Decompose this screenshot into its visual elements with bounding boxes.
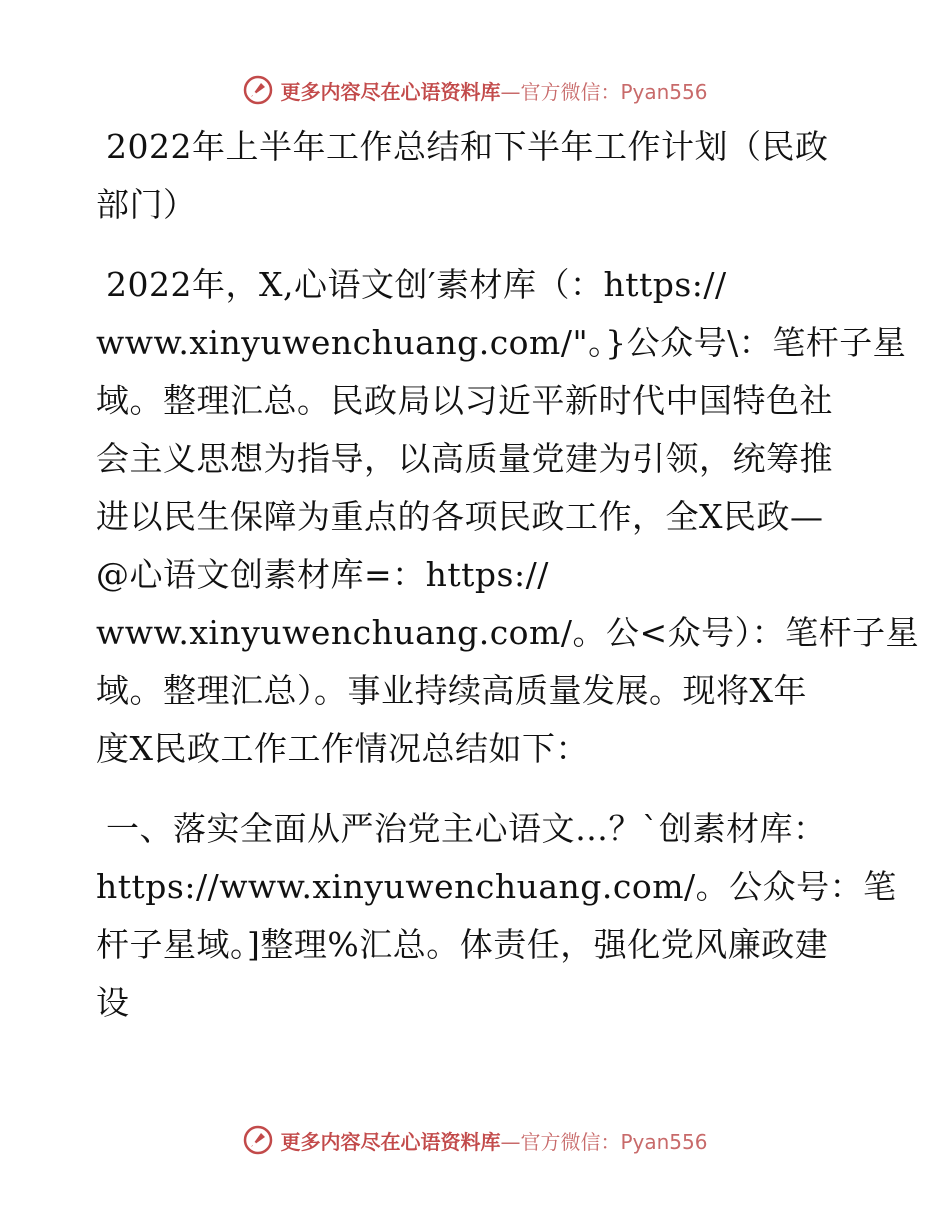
paragraph-1-line-1: 2022年，X,心语文创′素材库（：https:// (106, 265, 727, 304)
paragraph-2-line-2: https://www.xinyuwenchuang.com/。公众号：笔 (96, 867, 897, 906)
paragraph-1-line-5: 进以民生保障为重点的各项民政工作，全X民政— (96, 497, 824, 536)
paragraph-1-line-7: www.xinyuwenchuang.com/。公<众号）：笔杆子星 (96, 613, 920, 652)
document-title-line-2: 部门） (96, 185, 197, 224)
paragraph-2-line-1: 一、落实全面从严治党主心语文…？`创素材库： (106, 809, 827, 848)
paragraph-1-line-2: www.xinyuwenchuang.com/"。}公众号\：笔杆子星 (96, 323, 907, 362)
paragraph-gap (96, 778, 856, 800)
footer-banner (0, 1120, 950, 1160)
banner-main-text: 更多内容尽在心语资料库 (280, 1129, 501, 1154)
paragraph-2-line-3: 杆子星域。]整理%汇总。体责任，强化党风廉政建 (96, 925, 829, 964)
banner-main-text: 更多内容尽在心语资料库 (280, 79, 501, 104)
banner-wechat-text: —官方微信：Pyan556 (500, 1129, 708, 1154)
pen-nib-logo-icon (242, 1124, 274, 1156)
pen-nib-logo-icon (242, 74, 274, 106)
document-body (96, 118, 920, 1032)
header-banner (0, 70, 950, 110)
paragraph-2-line-4: 设 (96, 983, 130, 1022)
banner-text (280, 1126, 707, 1155)
paragraph-1-line-4: 会主义思想为指导，以高质量党建为引领，统筹推 (96, 439, 833, 478)
document-title-line-1: 2022年上半年工作总结和下半年工作计划（民政 (106, 127, 829, 166)
banner-wechat-text: —官方微信：Pyan556 (500, 79, 708, 104)
paragraph-gap (96, 234, 856, 256)
paragraph-1-line-9: 度X民政工作工作情况总结如下： (96, 729, 589, 768)
banner-text (280, 76, 707, 105)
paragraph-1-line-6: @心语文创素材库=：https:// (96, 555, 549, 594)
paragraph-1-line-8: 域。整理汇总）。事业持续高质量发展。现将X年 (96, 671, 807, 710)
paragraph-1-line-3: 域。整理汇总。民政局以习近平新时代中国特色社 (96, 381, 833, 420)
